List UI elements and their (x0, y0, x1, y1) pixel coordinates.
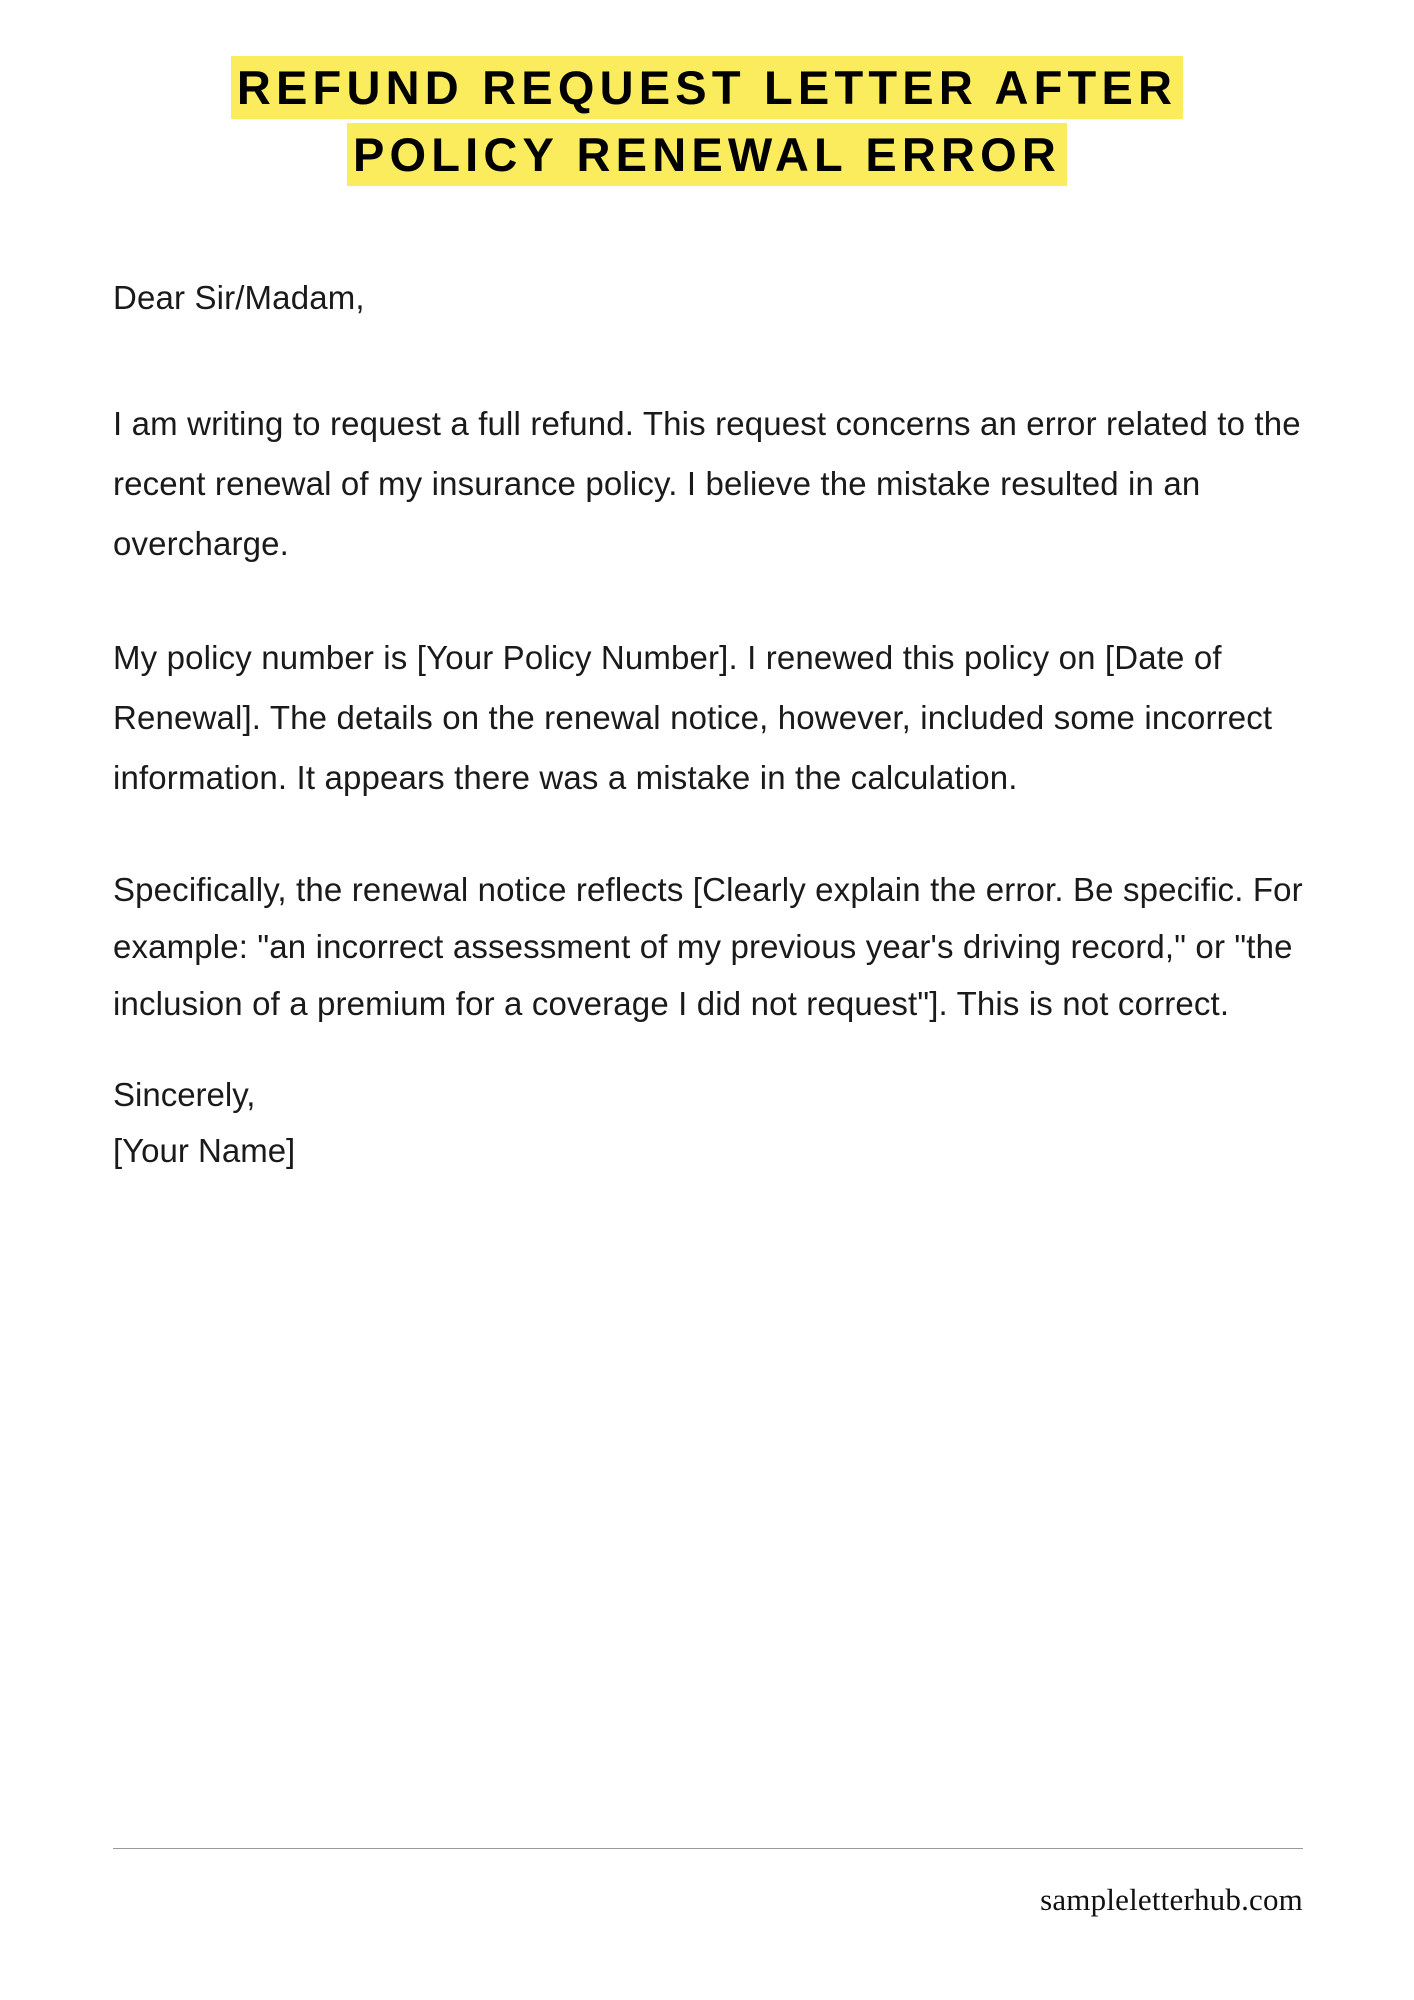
letter-body (113, 268, 1328, 1180)
closing-line: Sincerely, (113, 1075, 256, 1113)
paragraph-2: My policy number is [Your Policy Number]. I renewed this policy on [Date of Renewal]. The details on the renewal notice, however, included some incorrect information. It appears there was a mistake in the calculation. (113, 639, 1273, 797)
page-title (0, 55, 1414, 188)
salutation: Dear Sir/Madam, (113, 279, 365, 316)
footer-divider (113, 1848, 1303, 1849)
title-line-2: POLICY RENEWAL ERROR (347, 123, 1067, 186)
paragraph-1: I am writing to request a full refund. This request concerns an error related to the recent renewal of my insurance policy. I believe the mistake resulted in an overcharge. (113, 405, 1301, 563)
footer-site-label: sampleletterhub.com (1040, 1882, 1303, 1917)
title-line-1: REFUND REQUEST LETTER AFTER (231, 56, 1183, 119)
paragraph-3: Specifically, the renewal notice reflects [Clearly explain the error. Be specific. For example: "an incorrect assessment of my previous year's driving record," or "the inclusion of a premium for a coverage I did not request"]. This is not correct. (113, 871, 1303, 1022)
signature-name: [Your Name] (113, 1132, 296, 1170)
page-footer (113, 1848, 1303, 1918)
signature-block (113, 1067, 1328, 1181)
